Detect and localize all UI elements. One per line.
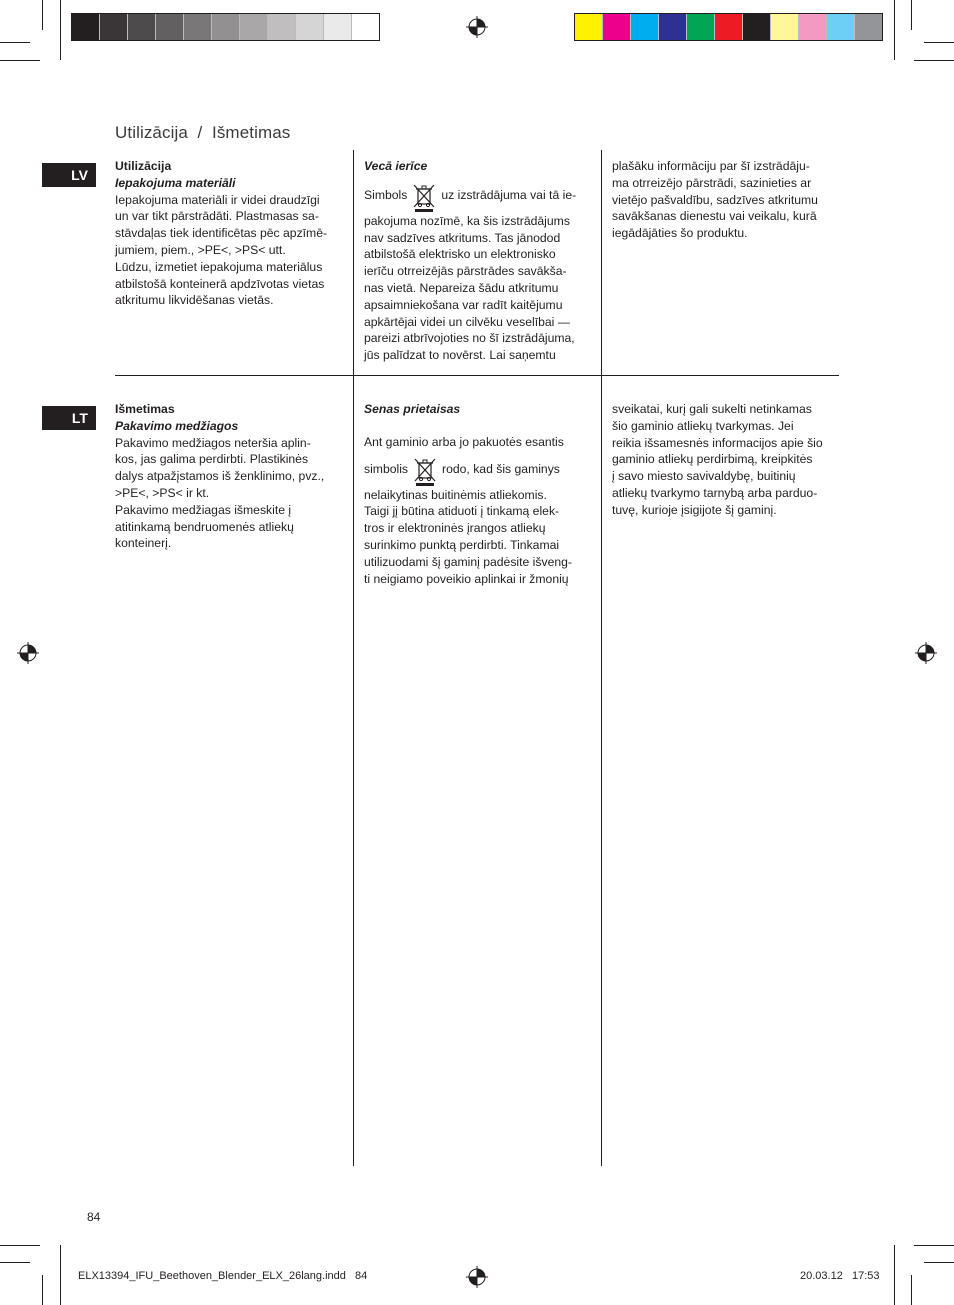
registration-mark-icon <box>466 16 488 38</box>
footer-date: 20.03.12 17:53 <box>800 1270 880 1282</box>
text-line: konteinerį. <box>115 536 172 551</box>
weee-crossed-bin-icon <box>411 183 437 213</box>
text-line: pareizi atbrīvojoties no šī izstrādājuma, <box>364 331 575 346</box>
text-line: nav sadzīves atkritums. Tas jānodod <box>364 230 561 245</box>
registration-mark-icon <box>466 1266 488 1288</box>
lv-column-2 <box>364 158 596 364</box>
text-line: nas vietā. Nepareiza šādu atkritumu <box>364 280 559 295</box>
lv-heading: Utilizācija <box>115 159 172 173</box>
color-swatch <box>268 14 296 40</box>
text-line: Pakavimo medžiagos neteršia aplin- <box>115 435 311 450</box>
color-swatch <box>631 14 659 40</box>
color-swatch <box>324 14 352 40</box>
registration-mark-icon <box>915 642 937 664</box>
color-swatch <box>771 14 799 40</box>
lt-old-appliance-heading: Senas prietaisas <box>364 402 461 416</box>
symbol-after-text: rodo, kad šis gaminys <box>442 461 560 476</box>
lv-col2-body <box>364 230 596 364</box>
lt-col1-body <box>115 435 345 553</box>
column-divider <box>601 150 602 1166</box>
text-line: dalys atpažįstamos iš ženklinimo, pvz., <box>115 469 325 484</box>
language-tab-lv: LV <box>42 163 96 187</box>
lt-column-1 <box>115 401 345 552</box>
text-line: tuvę, kurioje įsigijote šį gaminį. <box>612 502 777 517</box>
text-line: ierīču otrreizējās pārstrādes savākša- <box>364 264 567 279</box>
text-line: Lūdzu, izmetiet iepakojuma materiālus <box>115 259 323 274</box>
text-line: Taigi jį būtina atiduoti į tinkamą elek- <box>364 504 560 519</box>
grayscale-color-bar <box>71 13 380 41</box>
footer-file-info: ELX13394_IFU_Beethoven_Blender_ELX_26lang.indd 84 <box>78 1270 368 1282</box>
text-line: iegādājāties šo produktu. <box>612 226 748 241</box>
text-line: atbilstošā konteinerā apdzīvotas vietas <box>115 276 325 291</box>
text-line: kos, jas galima perdirbti. Plastikinės <box>115 452 309 467</box>
color-swatch <box>128 14 156 40</box>
lt-intro-line: Ant gaminio arba jo pakuotės esantis <box>364 434 564 449</box>
text-line: plašāku informāciju par šī izstrādāju- <box>612 159 810 173</box>
weee-crossed-bin-icon <box>412 457 438 487</box>
lv-col1-body <box>115 192 345 310</box>
text-line: gaminio atliekų perdirbimą, kreipkitės <box>612 452 813 467</box>
text-line: atliekų tvarkymo tarnybą arba parduo- <box>612 485 818 500</box>
lt-col2-body <box>364 487 596 588</box>
symbol-line <box>364 457 596 487</box>
text-line: atitinkamą bendruomenės atliekų <box>115 519 294 534</box>
lv-column-3 <box>612 158 842 242</box>
text-line: >PE<, >PS< ir kt. <box>115 485 210 500</box>
symbol-before-text: Simbols <box>364 187 408 202</box>
color-swatch <box>827 14 855 40</box>
text-line: reikia išsamesnės informacijos apie šio <box>612 435 823 450</box>
color-swatch <box>575 14 603 40</box>
lv-old-appliance-heading: Vecā ierīce <box>364 159 428 173</box>
color-swatch <box>100 14 128 40</box>
text-line: sveikatai, kurį gali sukelti netinkamas <box>612 402 812 416</box>
text-line: stāvdaļas tiek identificētas pēc apzīmē- <box>115 226 328 241</box>
color-swatch <box>743 14 771 40</box>
color-swatch <box>352 14 379 40</box>
color-swatch <box>156 14 184 40</box>
text-line: šio gaminio atliekų tvarkymas. Jei <box>612 418 794 433</box>
process-color-bar <box>574 13 883 41</box>
lv-subheading: Iepakojuma materiāli <box>115 175 236 190</box>
symbol-line <box>364 183 596 213</box>
color-swatch <box>659 14 687 40</box>
text-line: nelaikytinas buitinėmis atliekomis. <box>364 487 547 502</box>
text-line: Pakavimo medžiagas išmeskite į <box>115 502 292 517</box>
text-line: tros ir elektroninės įrangos atliekų <box>364 521 546 536</box>
language-tab-lt: LT <box>42 406 96 430</box>
text-line: į savo miesto savivaldybę, buitinių <box>612 469 796 484</box>
color-swatch <box>184 14 212 40</box>
symbol-after-text: uz izstrādājuma vai tā ie- <box>441 187 577 202</box>
column-divider <box>353 150 354 1166</box>
color-swatch <box>240 14 268 40</box>
text-line: vietējo pašvaldību, sadzīves atkritumu <box>612 192 818 207</box>
text-line: apsaimniekošana var radīt kaitējumu <box>364 297 563 312</box>
color-swatch <box>72 14 100 40</box>
text-line: apkārtējai videi un cilvēku veselībai — <box>364 314 570 329</box>
page-title: Utilizācija / Išmetimas <box>115 123 291 142</box>
color-swatch <box>296 14 324 40</box>
color-swatch <box>715 14 743 40</box>
color-swatch <box>687 14 715 40</box>
text-line: atkritumu likvidēšanas vietās. <box>115 293 274 308</box>
text-line: utilizuodami šį gaminį padėsite išveng- <box>364 554 572 569</box>
color-swatch <box>603 14 631 40</box>
lt-column-2 <box>364 401 596 587</box>
text-line: ma otrreizējo pārstrādi, sazinieties ar <box>612 175 812 190</box>
text-line: Iepakojuma materiāli ir videi draudzīgi <box>115 192 320 207</box>
text-line: atbilstošā elektrisko un elektronisko <box>364 247 556 262</box>
color-swatch <box>799 14 827 40</box>
color-swatch <box>855 14 882 40</box>
text-line: jumiem, piem., >PE<, >PS< utt. <box>115 242 286 257</box>
text-line: pakojuma nozīmē, ka šis izstrādājums <box>364 213 570 228</box>
text-line: jūs palīdzat to novērst. Lai saņemtu <box>364 348 556 363</box>
lt-column-3 <box>612 401 844 519</box>
symbol-before-text: simbolis <box>364 461 409 476</box>
color-swatch <box>212 14 240 40</box>
lt-subheading: Pakavimo medžiagos <box>115 418 239 433</box>
text-line: un var tikt pārstrādāti. Plastmasas sa- <box>115 209 319 224</box>
lv-column-1 <box>115 158 345 309</box>
text-line: ti neigiamo poveikio aplinkai ir žmonių <box>364 571 569 586</box>
lt-heading: Išmetimas <box>115 402 175 416</box>
registration-mark-icon <box>17 642 39 664</box>
text-line: surinkimo punktą perdirbti. Tinkamai <box>364 537 560 552</box>
section-divider <box>115 375 839 376</box>
page-number: 84 <box>87 1210 101 1224</box>
text-line: savākšanas dienestu vai veikalu, kurā <box>612 209 817 224</box>
